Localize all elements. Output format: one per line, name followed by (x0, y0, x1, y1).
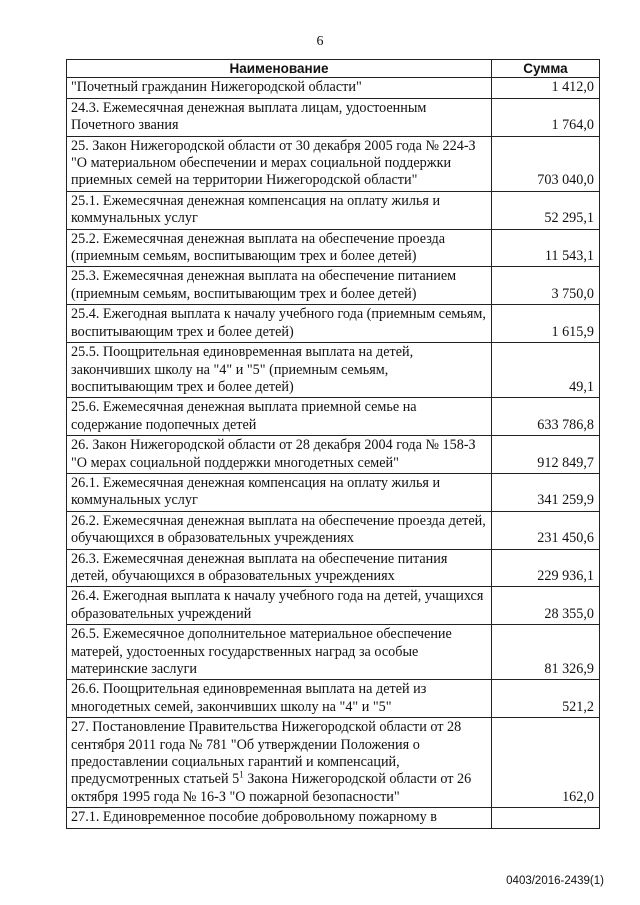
row-amount: 1 412,0 (492, 78, 600, 98)
row-name: 26.5. Ежемесячное дополнительное материальное обеспечение матерей, удостоенных государственных наград за особые материнские заслуги (67, 625, 492, 680)
row-name: 26.4. Ежегодная выплата к началу учебного года на детей, учащихся образовательных учреждений (67, 587, 492, 625)
row-amount: 633 786,8 (492, 398, 600, 436)
table-row (67, 78, 600, 98)
row-name-part: Закона Нижегородской области от 26 октября 1995 года № 16-З "О пожарной безопасности" (71, 771, 472, 805)
row-name: 26. Закон Нижегородской области от 28 декабря 2004 года № 158-З "О мерах социальной поддержки многодетных семей" (67, 436, 492, 474)
row-name: "Почетный гражданин Нижегородской области" (67, 78, 492, 98)
table-row (67, 436, 600, 474)
table-row (67, 511, 600, 549)
row-amount: 81 326,9 (492, 625, 600, 680)
row-name: 25.4. Ежегодная выплата к началу учебного года (приемным семьям, воспитывающим трех и более детей) (67, 305, 492, 343)
row-amount: 703 040,0 (492, 136, 600, 191)
row-amount: 912 849,7 (492, 436, 600, 474)
row-amount: 231 450,6 (492, 511, 600, 549)
table-row (67, 136, 600, 191)
table-row (67, 398, 600, 436)
table-row (67, 718, 600, 808)
table-row (67, 191, 600, 229)
table-row (67, 587, 600, 625)
budget-table (66, 59, 600, 829)
table-row (67, 808, 600, 828)
row-name: 25.3. Ежемесячная денежная выплата на обеспечение питанием (приемным семьям, воспитывающим трех и более детей) (67, 267, 492, 305)
row-name: 26.1. Ежемесячная денежная компенсация на оплату жилья и коммунальных услуг (67, 473, 492, 511)
table-header-row (67, 60, 600, 78)
row-amount (492, 808, 600, 828)
page-number: 6 (316, 34, 324, 49)
table-row (67, 305, 600, 343)
row-amount: 162,0 (492, 718, 600, 808)
row-amount: 521,2 (492, 680, 600, 718)
table-row (67, 267, 600, 305)
table-row (67, 98, 600, 136)
header-amount: Сумма (492, 60, 600, 78)
row-name-part: 27. Постановление Правительства Нижегородской области от 28 сентября 2011 года № 781 "Об утверждении Положения о предоставлении социальных гарантий и компенсаций, предусмотренных статьей 5 (71, 719, 462, 788)
row-name: 25.2. Ежемесячная денежная выплата на обеспечение проезда (приемным семьям, воспитывающим трех и более детей) (67, 229, 492, 267)
header-name: Наименование (67, 60, 492, 78)
row-amount: 28 355,0 (492, 587, 600, 625)
row-amount: 1 764,0 (492, 98, 600, 136)
row-name (67, 718, 492, 808)
row-name: 25.5. Поощрительная единовременная выплата на детей, закончивших школу на "4" и "5" (приемным семьям, воспитывающим трех и более детей) (67, 343, 492, 398)
row-name: 27.1. Единовременное пособие добровольному пожарному в (67, 808, 492, 828)
row-name: 25.6. Ежемесячная денежная выплата приемной семье на содержание подопечных детей (67, 398, 492, 436)
table-row (67, 549, 600, 587)
superscript: 1 (239, 769, 244, 780)
document-code: 0403/2016-2439(1) (506, 875, 604, 887)
row-name: 24.3. Ежемесячная денежная выплата лицам, удостоенным Почетного звания (67, 98, 492, 136)
row-name: 26.3. Ежемесячная денежная выплата на обеспечение питания детей, обучающихся в образовательных учреждениях (67, 549, 492, 587)
table-row (67, 343, 600, 398)
row-name: 25. Закон Нижегородской области от 30 декабря 2005 года № 224-З "О материальном обеспечении и мерах социальной поддержки приемных семей на территории Нижегородской области" (67, 136, 492, 191)
row-amount: 49,1 (492, 343, 600, 398)
table-row (67, 680, 600, 718)
row-amount: 11 543,1 (492, 229, 600, 267)
table-row (67, 229, 600, 267)
row-amount: 52 295,1 (492, 191, 600, 229)
row-amount: 341 259,9 (492, 473, 600, 511)
table-row (67, 625, 600, 680)
row-name: 25.1. Ежемесячная денежная компенсация на оплату жилья и коммунальных услуг (67, 191, 492, 229)
row-amount: 229 936,1 (492, 549, 600, 587)
table-row (67, 473, 600, 511)
row-name: 26.2. Ежемесячная денежная выплата на обеспечение проезда детей, обучающихся в образовательных учреждениях (67, 511, 492, 549)
row-amount: 3 750,0 (492, 267, 600, 305)
row-name: 26.6. Поощрительная единовременная выплата на детей из многодетных семей, закончивших школу на "4" и "5" (67, 680, 492, 718)
row-amount: 1 615,9 (492, 305, 600, 343)
